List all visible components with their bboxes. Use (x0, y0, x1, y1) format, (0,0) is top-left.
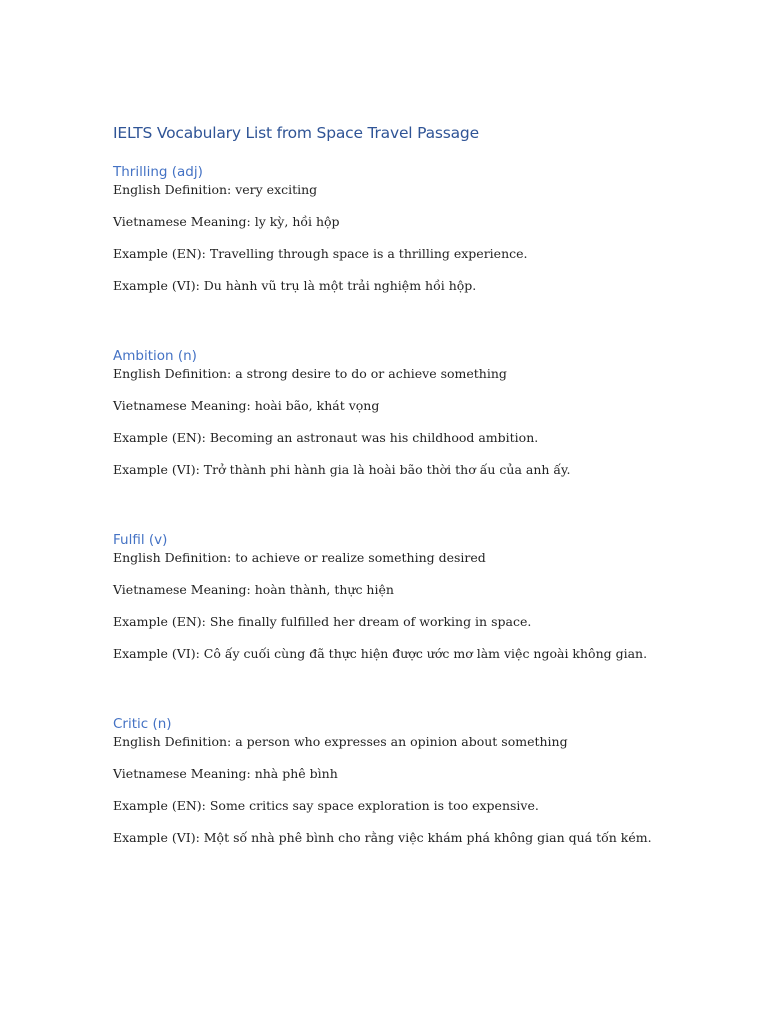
vietnamese-meaning: Vietnamese Meaning: hoài bão, khát vọng (113, 398, 380, 413)
example-english: Example (EN): Becoming an astronaut was his childhood ambition. (113, 430, 539, 445)
entry-heading: Thrilling (adj) (113, 164, 203, 180)
example-english: Example (EN): Travelling through space is a thrilling experience. (113, 246, 528, 261)
document-title: IELTS Vocabulary List from Space Travel Passage (113, 124, 479, 142)
entry-heading: Critic (n) (113, 716, 172, 732)
example-vietnamese: Example (VI): Du hành vũ trụ là một trải nghiệm hồi hộp. (113, 278, 477, 293)
english-definition: English Definition: very exciting (113, 182, 318, 197)
vocab-entry-critic (113, 714, 733, 862)
english-definition: English Definition: to achieve or realize something desired (113, 550, 486, 565)
vocab-entry-fulfil (113, 530, 733, 678)
vietnamese-meaning: Vietnamese Meaning: hoàn thành, thực hiện (113, 582, 394, 597)
vocab-entry-thrilling (113, 162, 733, 310)
example-vietnamese: Example (VI): Trở thành phi hành gia là hoài bão thời thơ ấu của anh ấy. (113, 462, 571, 477)
example-vietnamese: Example (VI): Cô ấy cuối cùng đã thực hiện được ước mơ làm việc ngoài không gian. (113, 646, 648, 661)
english-definition: English Definition: a person who expresses an opinion about something (113, 734, 568, 749)
vietnamese-meaning: Vietnamese Meaning: ly kỳ, hồi hộp (113, 214, 340, 229)
vocab-entry-ambition (113, 346, 733, 494)
entry-heading: Fulfil (v) (113, 532, 168, 548)
entry-heading: Ambition (n) (113, 348, 197, 364)
example-vietnamese: Example (VI): Một số nhà phê bình cho rằng việc khám phá không gian quá tốn kém. (113, 830, 652, 845)
example-english: Example (EN): She finally fulfilled her dream of working in space. (113, 614, 532, 629)
english-definition: English Definition: a strong desire to do or achieve something (113, 366, 507, 381)
vietnamese-meaning: Vietnamese Meaning: nhà phê bình (113, 766, 338, 781)
example-english: Example (EN): Some critics say space exploration is too expensive. (113, 798, 539, 813)
